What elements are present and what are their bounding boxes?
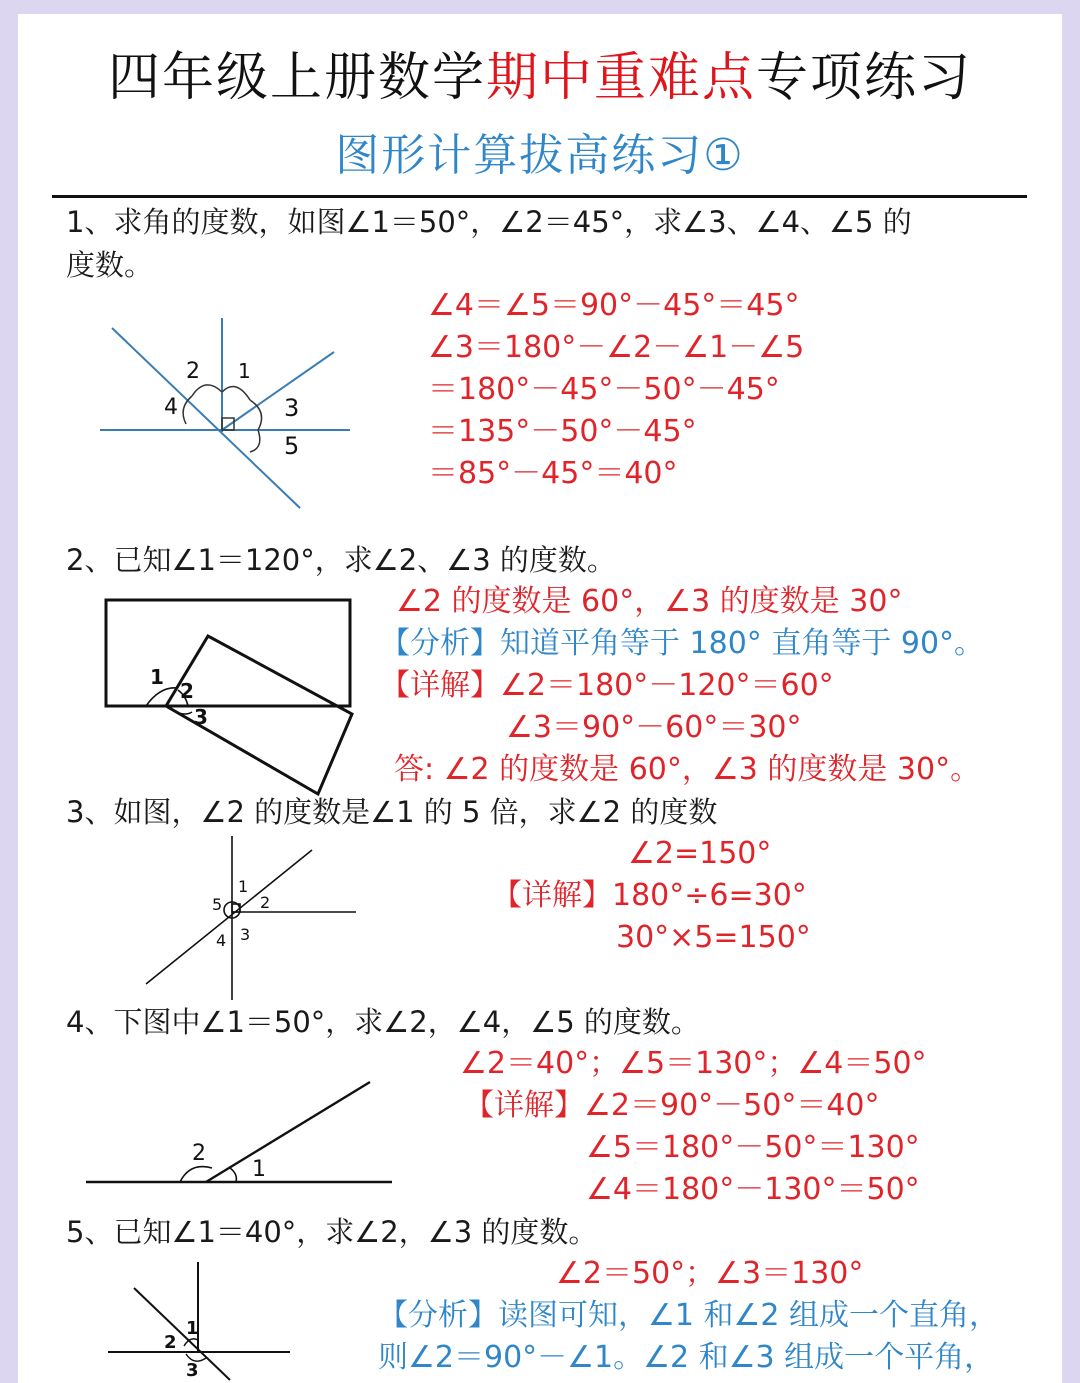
q2-label-2: 2: [180, 679, 194, 703]
q3-label-1: 1: [238, 877, 249, 896]
q3-label-5: 5: [212, 895, 223, 914]
q2-detail-2: ∠3＝90°－60°＝30°: [506, 710, 802, 745]
q1-answer-line5: ＝85°－45°＝40°: [428, 456, 678, 491]
q3-detail-tag: 【详解】: [492, 878, 612, 913]
title-part-a: 四年级上册数学: [107, 48, 486, 108]
q3-detail-1-text: 180°÷6=30°: [612, 878, 807, 913]
q2-detail-tag: 【详解】: [380, 668, 500, 703]
q3-label-4: 4: [216, 931, 227, 950]
q4-label-2: 2: [192, 1141, 206, 1166]
q1-label-4: 4: [164, 395, 178, 420]
q5-diagonal-line: [134, 1288, 230, 1380]
q2-label-1: 1: [150, 665, 164, 689]
q1-label-1: 1: [238, 359, 251, 383]
q3-label-3: 3: [240, 925, 251, 944]
q1-answer-line4: ＝135°－50°－45°: [428, 414, 697, 449]
q2-analysis-text: 知道平角等于 180° 直角等于 90°。: [500, 626, 985, 661]
q4-question: 4、下图中∠1＝50°，求∠2，∠4，∠5 的度数。: [66, 1005, 700, 1039]
q5-result: ∠2＝50°；∠3＝130°: [556, 1256, 864, 1291]
q5-analysis-2: 则∠2＝90°－∠1。∠2 和∠3 组成一个平角，: [378, 1340, 995, 1375]
q1-label-3: 3: [284, 394, 300, 422]
q4-detail-3: ∠4＝180°－130°＝50°: [586, 1172, 920, 1207]
q2-question: 2、已知∠1＝120°，求∠2、∠3 的度数。: [66, 543, 616, 577]
q1-answer-line3: ＝180°－45°－50°－45°: [428, 372, 780, 407]
q1-answer-line1: ∠4＝∠5＝90°－45°＝45°: [428, 288, 800, 323]
q4-detail-tag: 【详解】: [464, 1088, 584, 1123]
q3-result: ∠2=150°: [628, 836, 772, 871]
q3-question: 3、如图，∠2 的度数是∠1 的 5 倍，求∠2 的度数: [66, 795, 718, 829]
q4-label-1: 1: [252, 1157, 266, 1182]
q1-question-line1: 1、求角的度数，如图∠1＝50°，∠2＝45°，求∠3、∠4、∠5 的: [66, 205, 912, 239]
title-part-c: 专项练习: [756, 48, 973, 108]
q3-label-2: 2: [260, 893, 271, 912]
q1-answer-line2: ∠3＝180°－∠2－∠1－∠5: [428, 330, 805, 365]
title-part-highlight: 期中重难点: [485, 48, 756, 108]
q2-final-answer: 答: ∠2 的度数是 60°，∠3 的度数是 30°。: [394, 752, 981, 787]
q4-result: ∠2＝40°；∠5＝130°；∠4＝50°: [460, 1046, 927, 1081]
q3-detail-2: 30°×5=150°: [616, 920, 811, 955]
q5-question: 5、已知∠1＝40°，求∠2，∠3 的度数。: [66, 1215, 598, 1249]
q2-result: ∠2 的度数是 60°，∠3 的度数是 30°: [396, 584, 903, 619]
q1-label-2: 2: [186, 359, 200, 384]
q1-question-line2: 度数。: [66, 248, 154, 282]
q1-label-5: 5: [284, 432, 300, 460]
q4-detail-2: ∠5＝180°－50°＝130°: [586, 1130, 920, 1165]
q5-analysis-1-text: 读图可知，∠1 和∠2 组成一个直角，: [498, 1298, 1000, 1333]
q5-label-3: 3: [186, 1360, 199, 1381]
q5-analysis-tag: 【分析】: [378, 1298, 498, 1333]
page-subtitle: 图形计算拔高练习①: [335, 130, 745, 181]
q2-label-3: 3: [194, 705, 208, 729]
q5-label-1: 1: [186, 1318, 199, 1339]
q2-detail-1-text: ∠2＝180°－120°＝60°: [500, 668, 834, 703]
q4-detail-1-text: ∠2＝90°－50°＝40°: [584, 1088, 880, 1123]
q5-label-2: 2: [164, 1332, 177, 1353]
q2-analysis-tag: 【分析】: [380, 626, 500, 661]
